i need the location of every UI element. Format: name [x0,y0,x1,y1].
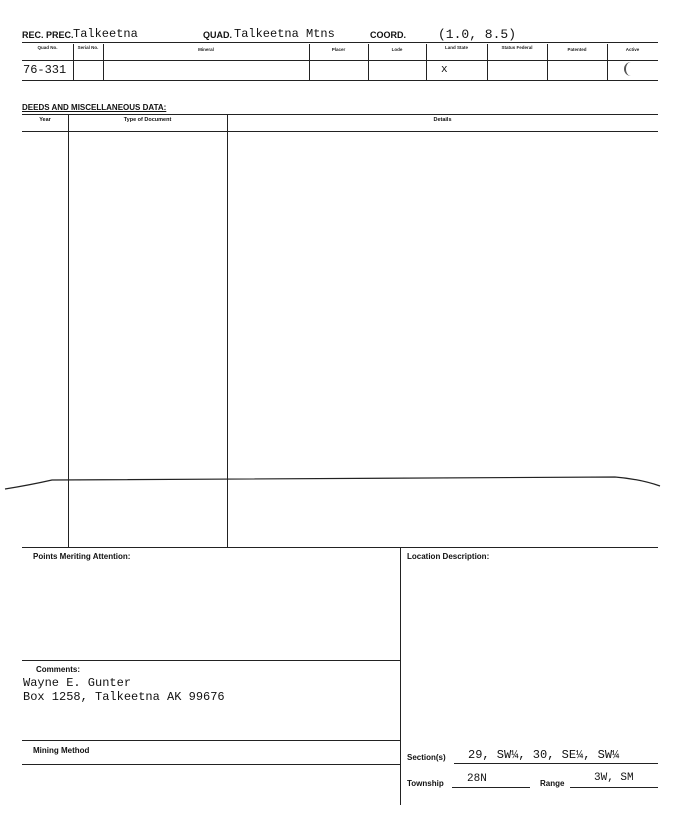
range-underline [570,787,658,788]
col-header-placer: Placer [331,47,346,52]
range-value[interactable]: 3W, SM [594,772,634,784]
range-label: Range [540,779,565,788]
deeds-header-rule [22,131,658,132]
col-header-patented: Patented [567,47,587,52]
comments-label: Comments: [36,665,81,674]
col-header-year: Year [39,117,51,123]
rec-prec-label: REC. PREC. [22,30,74,40]
comments-bottom-rule [22,740,400,741]
col-header-land-state: Land State [444,45,468,50]
status-table-bottom-rule [22,80,658,81]
rec-prec-value[interactable]: Talkeetna [73,27,138,41]
township-label: Township [407,779,444,788]
page-join-line [0,470,678,500]
section-underline [454,763,658,764]
col-header-lode: Lode [391,47,403,52]
mining-method-rule [22,764,400,765]
comments-line-1[interactable]: Wayne E. Gunter [23,676,132,690]
section-value[interactable]: 29, SW¼, 30, SE¼, SW¼ [468,748,620,762]
coord-value[interactable]: (1.0, 8.5) [438,27,517,42]
section-label: Section(s) [407,753,446,762]
col-header-active: Active [625,47,640,52]
points-bottom-rule [22,660,400,661]
active-checkmark-scribble [624,62,638,76]
quad-value[interactable]: Talkeetna Mtns [234,27,335,41]
township-underline [452,787,530,788]
deeds-section-title: DEEDS AND MISCELLANEOUS DATA: [22,103,167,112]
col-header-type-of-document: Type of Document [123,117,172,123]
points-meriting-attention-label: Points Meriting Attention: [33,552,131,561]
mining-method-label: Mining Method [33,746,90,755]
township-value[interactable]: 28N [467,773,487,785]
deeds-bottom-rule [22,547,658,548]
col-header-status-federal: Status Federal [501,45,533,50]
deeds-top-rule [22,114,658,115]
col-header-details: Details [433,117,452,123]
quad-label: QUAD. [203,30,232,40]
col-header-mineral: Mineral [198,47,214,52]
lower-center-divider [400,547,401,805]
status-table-header-rule [22,60,658,61]
status-table-top-rule [22,42,658,43]
land-state-cell[interactable]: x [441,64,448,76]
col-header-serial-no: Serial No. [77,45,99,50]
comments-line-2[interactable]: Box 1258, Talkeetna AK 99676 [23,690,225,704]
col-header-quad-no: Quad No. [37,45,58,50]
coord-label: COORD. [370,30,406,40]
location-description-label: Location Description: [407,552,490,561]
quad-no-cell[interactable]: 76-331 [23,63,67,77]
